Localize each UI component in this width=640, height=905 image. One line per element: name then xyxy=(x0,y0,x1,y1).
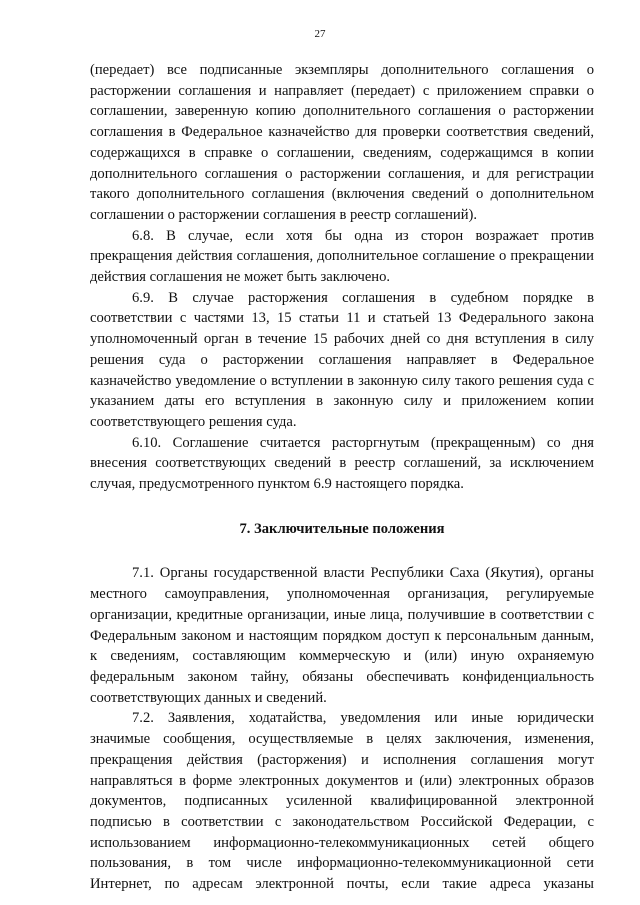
paragraph-6-10: 6.10. Соглашение считается расторгнутым (прекращенным) со дня внесения соответствующих сведений в реестр соглашений, за исключением случая, предусмотренного пунктом 6.9 настоящего порядка. xyxy=(90,434,594,493)
paragraph-6-8: 6.8. В случае, если хотя бы одна из сторон возражает против прекращения действия соглашения, дополнительное соглашение о прекращении действия соглашения не может быть заключено. xyxy=(90,227,594,286)
paragraph-7-1: 7.1. Органы государственной власти Республики Саха (Якутия), органы местного самоуправления, уполномоченная организация, регулируемые организации, кредитные организации, иные лица, получившие в соответствии с Федеральным законом и настоящим порядком доступ к персональным данным, к сведениям, составляющим коммерческую и (или) иную охраняемую федеральным законом тайну, обязаны обеспечивать конфиденциальность соответствующих данных и сведений. xyxy=(90,565,594,706)
paragraph-6-9: 6.9. В случае расторжения соглашения в судебном порядке в соответствии с частями 13, 15 статьи 11 и статьей 13 Федерального закона уполномоченный орган в течение 15 рабочих дней со дня вступления в силу решения суда о расторжении соглашения направляет в Федеральное казначейство уведомление о вступлении в законную силу такого решения суда с указанием даты его вступления в законную силу и приложением копии соответствующего решения суда. xyxy=(90,289,594,430)
section-heading: 7. Заключительные положения xyxy=(239,520,445,537)
document-body xyxy=(90,60,594,895)
paragraph-continued: (передает) все подписанные экземпляры дополнительного соглашения о расторжении соглашения и направляет (передает) с приложением справки о соглашении, заверенную копию дополнительного соглашения о расторжении соглашения в Федеральное казначейство для проверки соответствия сведений, содержащихся в справке о соглашении, сведениям, содержащимся в копии дополнительного соглашения о расторжении соглашения, и для регистрации такого дополнительного соглашения (включения сведений о дополнительном соглашении о расторжении соглашения в реестр соглашений). xyxy=(90,62,594,223)
paragraph-7-2: 7.2. Заявления, ходатайства, уведомления или иные юридически значимые сообщения, осуществляемые в целях заключения, изменения, прекращения действия (расторжения) и исполнения соглашения могут направляться в форме электронных документов и (или) электронных образов документов, подписанных усиленной квалифицированной электронной подписью в соответствии с законодательством Российской Федерации, с использованием информационно-телекоммуникационных сетей общего пользования, в том числе информационно-телекоммуникационной сети Интернет, по адресам электронной почты, если такие адреса указаны xyxy=(90,710,594,893)
page-number: 27 xyxy=(314,28,326,40)
